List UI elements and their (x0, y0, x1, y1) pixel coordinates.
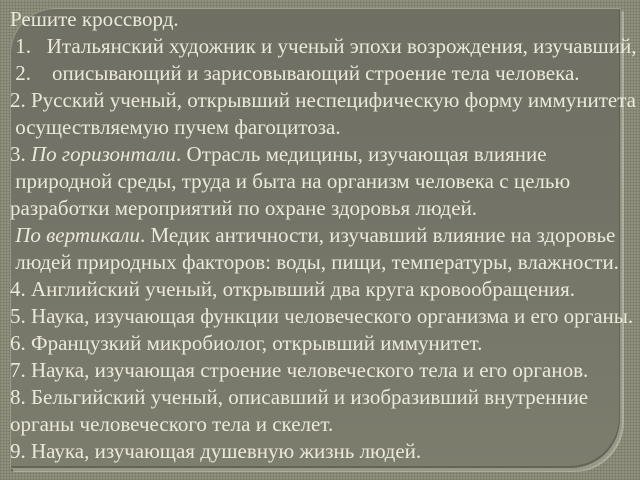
text-segment: 2. описывающий и зарисовывающий строение тела человека. (10, 61, 580, 85)
text-line (10, 195, 640, 222)
text-segment: осуществляемую пучем фагоцитоза. (10, 115, 341, 139)
text-line (10, 411, 640, 438)
text-segment: людей природных факторов: воды, пищи, температуры, влажности. (10, 250, 619, 274)
text-line (10, 438, 640, 465)
text-segment: 9. Наука, изучающая душевную жизнь людей. (10, 439, 422, 463)
text-line (10, 303, 640, 330)
text-segment: 5. Наука, изучающая функции человеческого организма и его органы. (10, 304, 634, 328)
text-segment: 7. Наука, изучающая строение человеческого тела и его органов. (10, 358, 589, 382)
text-segment: 2. Русский ученый, открывший неспецифическую форму иммунитета (10, 88, 636, 112)
text-line (10, 114, 640, 141)
text-segment: органы человеческого тела и скелет. (10, 412, 334, 436)
text-line (10, 276, 640, 303)
text-segment: . Отрасль медицины, изучающая влияние (176, 142, 547, 166)
text-line (10, 87, 640, 114)
text-line (10, 357, 640, 384)
text-line (10, 141, 640, 168)
text-line (10, 222, 640, 249)
text-line (10, 168, 640, 195)
body-lines (0, 6, 640, 465)
text-segment: природной среды, труда и быта на организм человека с целью (10, 169, 571, 193)
text-line (10, 249, 640, 276)
text-segment: 1. Итальянский художник и ученый эпохи возрождения, изучавший, (10, 34, 637, 58)
text-segment: . Медик античности, изучавший влияние на здоровье (139, 223, 616, 247)
text-segment: 3. (10, 142, 31, 166)
text-line (10, 33, 640, 60)
text-line (10, 330, 640, 357)
italic-text-segment: По горизонтали (31, 142, 177, 166)
text-line (10, 60, 640, 87)
text-segment: 4. Английский ученый, открывший два круга кровообращения. (10, 277, 576, 301)
italic-text-segment: По вертикали (15, 223, 140, 247)
slide-title: Решите кроссворд. (10, 7, 179, 31)
text-line (10, 384, 640, 411)
text-segment: разработки мероприятий по охране здоровья людей. (10, 196, 478, 220)
text-segment: 6. Французкий микробиолог, открывший иммунитет. (10, 331, 483, 355)
text-segment: 8. Бельгийский ученый, описавший и изобразивший внутренние (10, 385, 589, 409)
